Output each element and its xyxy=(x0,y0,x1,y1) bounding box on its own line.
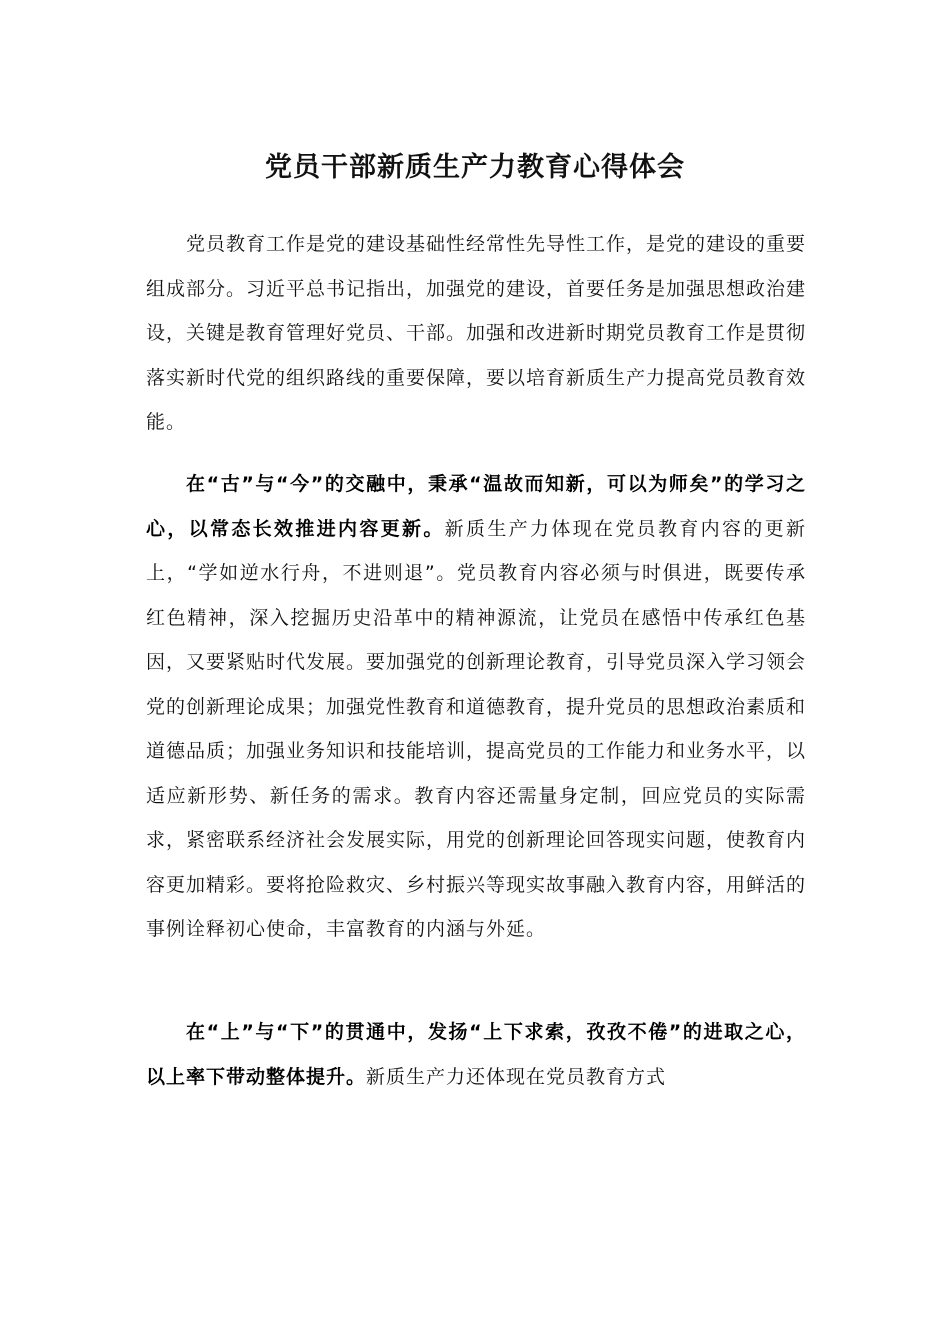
document-title: 党员干部新质生产力教育心得体会 xyxy=(265,152,685,183)
paragraph-text: 新质生产力体现在党员教育内容的更新上，“学如逆水行舟，不进则退”。党员教育内容必须与时俱进，既要传承红色精神，深入挖掘历史沿革中的精神源流，让党员在感悟中传承红色基因，又要紧贴时代发展。要加强党的创新理论教育，引导党员深入学习领会党的创新理论成果；加强党性教育和道德教育，提升党员的思想政治素质和道德品质；加强业务知识和技能培训，提高党员的工作能力和业务水平，以适应新形势、新任务的需求。教育内容还需量身定制，回应党员的实际需求，紧密联系经济社会发展实际，用党的创新理论回答现实问题，使教育内容更加精彩。要将抢险救灾、乡村振兴等现实故事融入教育内容，用鲜活的事例诠释初心使命，丰富教育的内涵与外延。 xyxy=(146,517,807,940)
paragraph-content-renewal xyxy=(146,462,806,952)
paragraph-lead: 在“古”与“今”的交融中，秉承“温故而知新，可以为师矣”的学习之心，以常态长效推进内容更新。 xyxy=(146,473,806,540)
paragraph-leadership xyxy=(146,1010,806,1100)
paragraph-text: 党员教育工作是党的建设基础性经常性先导性工作，是党的建设的重要组成部分。习近平总书记指出，加强党的建设，首要任务是加强思想政治建设，关键是教育管理好党员、干部。加强和改进新时期党员教育工作是贯彻落实新时代党的组织路线的重要保障，要以培育新质生产力提高党员教育效能。 xyxy=(146,233,807,433)
paragraph-intro xyxy=(146,222,806,445)
paragraph-lead: 在“上”与“下”的贯通中，发扬“上下求索，孜孜不倦”的进取之心，以上率下带动整体提升。 xyxy=(146,1021,806,1088)
paragraph-text: 新质生产力还体现在党员教育方式 xyxy=(366,1066,667,1088)
